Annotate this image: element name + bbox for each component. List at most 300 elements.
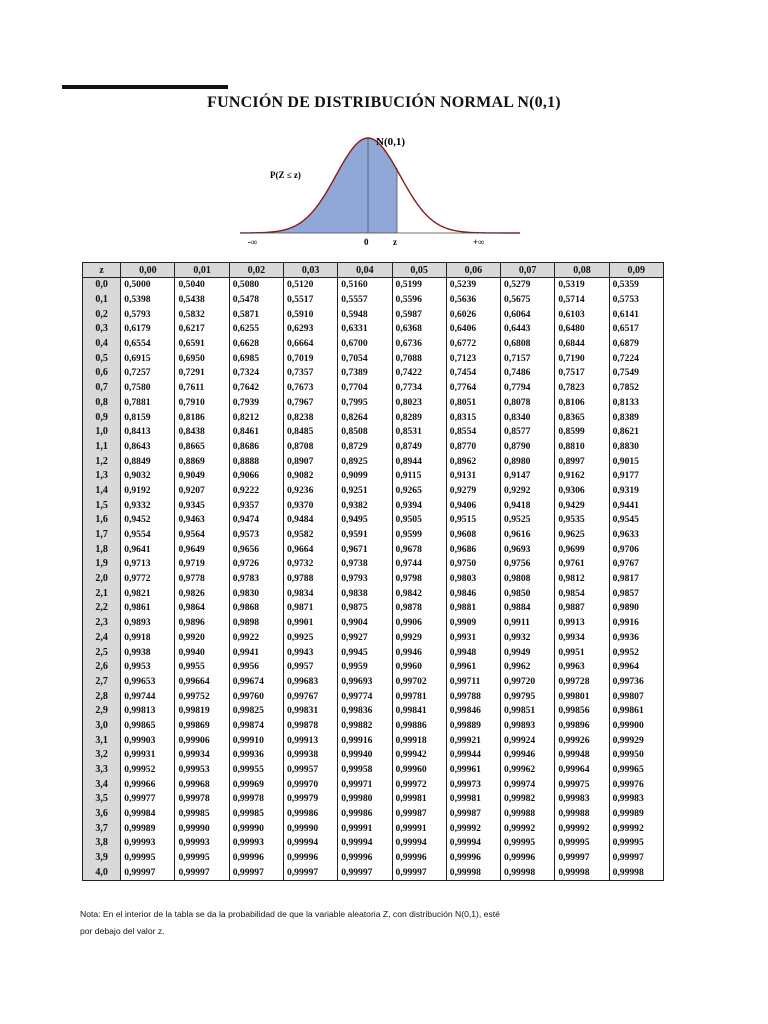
probability-cell: 0,99836 [338,704,392,719]
probability-cell: 0,6217 [175,322,229,337]
probability-cell: 0,99846 [446,704,500,719]
probability-cell: 0,99962 [501,763,555,778]
probability-cell: 0,7580 [121,381,175,396]
probability-cell: 0,99918 [392,733,446,748]
probability-cell: 0,99997 [392,866,446,881]
probability-cell: 0,99969 [229,777,283,792]
probability-cell: 0,9941 [229,645,283,660]
probability-cell: 0,99752 [175,689,229,704]
probability-cell: 0,8577 [501,425,555,440]
probability-cell: 0,99994 [338,836,392,851]
header-col: 0,07 [501,263,555,278]
probability-cell: 0,9573 [229,528,283,543]
probability-cell: 0,5478 [229,293,283,308]
probability-cell: 0,5279 [501,278,555,293]
probability-cell: 0,9868 [229,601,283,616]
probability-cell: 0,99889 [446,719,500,734]
probability-cell: 0,6915 [121,351,175,366]
z-value-cell: 0,5 [83,351,121,366]
probability-cell: 0,99996 [229,851,283,866]
probability-cell: 0,9906 [392,616,446,631]
probability-cell: 0,6554 [121,337,175,352]
table-row [83,572,664,587]
probability-cell: 0,9961 [446,660,500,675]
probability-cell: 0,9279 [446,484,500,499]
probability-cell: 0,9515 [446,513,500,528]
probability-cell: 0,9817 [609,572,663,587]
table-row [83,807,664,822]
probability-cell: 0,9726 [229,557,283,572]
probability-cell: 0,99987 [446,807,500,822]
probability-cell: 0,9927 [338,631,392,646]
probability-cell: 0,99995 [121,851,175,866]
probability-cell: 0,99693 [338,675,392,690]
probability-cell: 0,9222 [229,484,283,499]
probability-cell: 0,99981 [392,792,446,807]
probability-cell: 0,5832 [175,307,229,322]
probability-cell: 0,5000 [121,278,175,293]
probability-cell: 0,8643 [121,440,175,455]
probability-cell: 0,9904 [338,616,392,631]
probability-cell: 0,99767 [283,689,337,704]
probability-cell: 0,9898 [229,616,283,631]
probability-cell: 0,5596 [392,293,446,308]
probability-cell: 0,99861 [609,704,663,719]
probability-cell: 0,9826 [175,586,229,601]
probability-cell: 0,99916 [338,733,392,748]
probability-cell: 0,5793 [121,307,175,322]
probability-cell: 0,9938 [121,645,175,660]
probability-cell: 0,8621 [609,425,663,440]
probability-cell: 0,9911 [501,616,555,631]
z-value-cell: 3,0 [83,719,121,734]
probability-cell: 0,9909 [446,616,500,631]
z-value-cell: 0,0 [83,278,121,293]
probability-cell: 0,99813 [121,704,175,719]
table-row [83,542,664,557]
probability-cell: 0,9821 [121,586,175,601]
probability-cell: 0,9495 [338,513,392,528]
table-row [83,851,664,866]
probability-cell: 0,9671 [338,542,392,557]
probability-cell: 0,9505 [392,513,446,528]
probability-cell: 0,8888 [229,454,283,469]
probability-cell: 0,9066 [229,469,283,484]
probability-cell: 0,6064 [501,307,555,322]
probability-cell: 0,9842 [392,586,446,601]
probability-cell: 0,99952 [121,763,175,778]
probability-cell: 0,99966 [121,777,175,792]
table-row [83,601,664,616]
probability-cell: 0,9664 [283,542,337,557]
probability-cell: 0,99961 [446,763,500,778]
probability-cell: 0,9943 [283,645,337,660]
probability-cell: 0,9641 [121,542,175,557]
probability-cell: 0,99989 [609,807,663,822]
probability-cell: 0,8531 [392,425,446,440]
probability-cell: 0,9394 [392,498,446,513]
z-value-cell: 2,0 [83,572,121,587]
probability-cell: 0,5948 [338,307,392,322]
probability-cell: 0,6443 [501,322,555,337]
probability-cell: 0,9830 [229,586,283,601]
probability-cell: 0,7823 [555,381,609,396]
probability-cell: 0,99841 [392,704,446,719]
probability-cell: 0,9082 [283,469,337,484]
probability-cell: 0,9633 [609,528,663,543]
probability-cell: 0,99795 [501,689,555,704]
probability-cell: 0,6293 [283,322,337,337]
probability-cell: 0,6103 [555,307,609,322]
probability-cell: 0,6406 [446,322,500,337]
z-value-cell: 1,0 [83,425,121,440]
probability-cell: 0,99993 [175,836,229,851]
probability-cell: 0,9793 [338,572,392,587]
table-row [83,792,664,807]
probability-cell: 0,7224 [609,351,663,366]
probability-cell: 0,9545 [609,513,663,528]
probability-cell: 0,99976 [609,777,663,792]
probability-cell: 0,99995 [501,836,555,851]
probability-cell: 0,9893 [121,616,175,631]
probability-cell: 0,99986 [338,807,392,822]
probability-cell: 0,7291 [175,366,229,381]
probability-cell: 0,8962 [446,454,500,469]
probability-cell: 0,8186 [175,410,229,425]
probability-cell: 0,9525 [501,513,555,528]
probability-cell: 0,9964 [609,660,663,675]
probability-cell: 0,5319 [555,278,609,293]
probability-cell: 0,7019 [283,351,337,366]
probability-cell: 0,99831 [283,704,337,719]
probability-cell: 0,9706 [609,542,663,557]
probability-cell: 0,5714 [555,293,609,308]
probability-cell: 0,9761 [555,557,609,572]
probability-cell: 0,5080 [229,278,283,293]
header-col: 0,03 [283,263,337,278]
probability-cell: 0,99996 [501,851,555,866]
probability-cell: 0,99985 [175,807,229,822]
probability-cell: 0,9429 [555,498,609,513]
probability-cell: 0,9732 [283,557,337,572]
probability-cell: 0,8554 [446,425,500,440]
z-value-cell: 3,4 [83,777,121,792]
probability-cell: 0,9929 [392,631,446,646]
table-row [83,645,664,660]
probability-cell: 0,99995 [555,836,609,851]
probability-cell: 0,99910 [229,733,283,748]
probability-cell: 0,8944 [392,454,446,469]
probability-cell: 0,5199 [392,278,446,293]
probability-cell: 0,99929 [609,733,663,748]
probability-cell: 0,99807 [609,689,663,704]
probability-cell: 0,7454 [446,366,500,381]
probability-cell: 0,99882 [338,719,392,734]
probability-cell: 0,99936 [229,748,283,763]
probability-cell: 0,7389 [338,366,392,381]
probability-cell: 0,99994 [392,836,446,851]
probability-cell: 0,99994 [446,836,500,851]
table-row [83,440,664,455]
probability-cell: 0,9896 [175,616,229,631]
probability-cell: 0,9591 [338,528,392,543]
probability-cell: 0,8790 [501,440,555,455]
probability-cell: 0,9871 [283,601,337,616]
probability-cell: 0,99869 [175,719,229,734]
probability-cell: 0,99973 [446,777,500,792]
probability-cell: 0,7642 [229,381,283,396]
probability-cell: 0,9878 [392,601,446,616]
top-rule [62,85,228,89]
probability-cell: 0,99997 [338,866,392,881]
probability-cell: 0,9952 [609,645,663,660]
probability-cell: 0,8749 [392,440,446,455]
table-row [83,454,664,469]
probability-cell: 0,99980 [338,792,392,807]
probability-cell: 0,9535 [555,513,609,528]
probability-cell: 0,99913 [283,733,337,748]
probability-cell: 0,99997 [121,866,175,881]
probability-cell: 0,9719 [175,557,229,572]
probability-cell: 0,9554 [121,528,175,543]
probability-cell: 0,99865 [121,719,175,734]
probability-cell: 0,5398 [121,293,175,308]
probability-cell: 0,7257 [121,366,175,381]
probability-cell: 0,9890 [609,601,663,616]
probability-cell: 0,9441 [609,498,663,513]
table-row [83,866,664,881]
table-row [83,396,664,411]
table-row [83,410,664,425]
probability-cell: 0,9936 [609,631,663,646]
z-value-cell: 1,6 [83,513,121,528]
probability-cell: 0,5160 [338,278,392,293]
z-value-cell: 3,7 [83,821,121,836]
z-value-cell: 3,3 [83,763,121,778]
probability-cell: 0,99964 [555,763,609,778]
probability-cell: 0,6179 [121,322,175,337]
probability-cell: 0,9861 [121,601,175,616]
probability-cell: 0,9115 [392,469,446,484]
probability-cell: 0,7549 [609,366,663,381]
table-note [80,906,670,940]
probability-cell: 0,8665 [175,440,229,455]
probability-cell: 0,6736 [392,337,446,352]
header-z: z [83,263,121,278]
probability-cell: 0,99944 [446,748,500,763]
probability-cell: 0,9357 [229,498,283,513]
normal-curve-svg [230,118,530,258]
probability-cell: 0,6808 [501,337,555,352]
probability-cell: 0,9032 [121,469,175,484]
probability-cell: 0,99774 [338,689,392,704]
probability-cell: 0,99934 [175,748,229,763]
z-value-cell: 2,1 [83,586,121,601]
table-row [83,366,664,381]
probability-cell: 0,9370 [283,498,337,513]
probability-cell: 0,9788 [283,572,337,587]
probability-cell: 0,9838 [338,586,392,601]
probability-cell: 0,99978 [175,792,229,807]
probability-cell: 0,9778 [175,572,229,587]
probability-cell: 0,9251 [338,484,392,499]
probability-cell: 0,99983 [555,792,609,807]
probability-cell: 0,9744 [392,557,446,572]
probability-cell: 0,7324 [229,366,283,381]
probability-cell: 0,5753 [609,293,663,308]
z-value-cell: 2,6 [83,660,121,675]
table-row [83,777,664,792]
probability-cell: 0,7357 [283,366,337,381]
probability-cell: 0,6628 [229,337,283,352]
probability-cell: 0,99998 [446,866,500,881]
probability-cell: 0,9750 [446,557,500,572]
table-row [83,821,664,836]
probability-cell: 0,9864 [175,601,229,616]
probability-cell: 0,9406 [446,498,500,513]
header-col: 0,00 [121,263,175,278]
z-value-cell: 3,5 [83,792,121,807]
probability-cell: 0,99906 [175,733,229,748]
probability-cell: 0,9798 [392,572,446,587]
probability-cell: 0,8238 [283,410,337,425]
table-row [83,513,664,528]
table-row [83,719,664,734]
probability-cell: 0,9678 [392,542,446,557]
probability-cell: 0,99997 [175,866,229,881]
z-value-cell: 2,4 [83,631,121,646]
probability-cell: 0,9484 [283,513,337,528]
probability-cell: 0,99728 [555,675,609,690]
table-header-row [83,263,664,278]
probability-cell: 0,99960 [392,763,446,778]
probability-cell: 0,9948 [446,645,500,660]
probability-cell: 0,9918 [121,631,175,646]
probability-cell: 0,9625 [555,528,609,543]
probability-cell: 0,6141 [609,307,663,322]
shaded-area [240,138,397,233]
note-line-2: por debajo del valor z. [80,926,165,936]
note-line-1: Nota: En el interior de la tabla se da la probabilidad de que la variable aleatoria Z, con distribución N(0,1), esté [80,909,500,919]
table-row [83,528,664,543]
probability-cell: 0,9772 [121,572,175,587]
z-value-cell: 1,1 [83,440,121,455]
probability-cell: 0,99893 [501,719,555,734]
probability-cell: 0,99972 [392,777,446,792]
probability-cell: 0,6368 [392,322,446,337]
table-row [83,660,664,675]
probability-cell: 0,5636 [446,293,500,308]
probability-cell: 0,99998 [609,866,663,881]
probability-cell: 0,99988 [501,807,555,822]
probability-cell: 0,9767 [609,557,663,572]
probability-cell: 0,8599 [555,425,609,440]
probability-cell: 0,6517 [609,322,663,337]
probability-cell: 0,8389 [609,410,663,425]
header-col: 0,05 [392,263,446,278]
probability-cell: 0,8289 [392,410,446,425]
probability-cell: 0,6480 [555,322,609,337]
probability-cell: 0,8508 [338,425,392,440]
table-row [83,498,664,513]
probability-cell: 0,8980 [501,454,555,469]
probability-cell: 0,9649 [175,542,229,557]
probability-cell: 0,99971 [338,777,392,792]
probability-cell: 0,99974 [501,777,555,792]
probability-cell: 0,9940 [175,645,229,660]
probability-cell: 0,99989 [121,821,175,836]
z-value-cell: 2,5 [83,645,121,660]
probability-cell: 0,99942 [392,748,446,763]
probability-cell: 0,99997 [283,866,337,881]
z-value-cell: 2,7 [83,675,121,690]
probability-cell: 0,9959 [338,660,392,675]
probability-cell: 0,9452 [121,513,175,528]
probability-cell: 0,9916 [609,616,663,631]
probability-cell: 0,99984 [121,807,175,822]
probability-cell: 0,9931 [446,631,500,646]
probability-cell: 0,6331 [338,322,392,337]
probability-cell: 0,9049 [175,469,229,484]
probability-cell: 0,5557 [338,293,392,308]
probability-cell: 0,7764 [446,381,500,396]
probability-cell: 0,8770 [446,440,500,455]
probability-cell: 0,99992 [446,821,500,836]
z-value-cell: 3,1 [83,733,121,748]
probability-cell: 0,5120 [283,278,337,293]
z-value-cell: 3,9 [83,851,121,866]
probability-cell: 0,99744 [121,689,175,704]
probability-cell: 0,99992 [609,821,663,836]
probability-cell: 0,99965 [609,763,663,778]
probability-cell: 0,6700 [338,337,392,352]
probability-cell: 0,99674 [229,675,283,690]
table-row [83,586,664,601]
z-value-cell: 2,3 [83,616,121,631]
table-row [83,616,664,631]
probability-cell: 0,7157 [501,351,555,366]
probability-cell: 0,8159 [121,410,175,425]
probability-cell: 0,7967 [283,396,337,411]
probability-cell: 0,8925 [338,454,392,469]
probability-cell: 0,99990 [229,821,283,836]
probability-cell: 0,99711 [446,675,500,690]
z-value-cell: 0,6 [83,366,121,381]
probability-cell: 0,99977 [121,792,175,807]
probability-cell: 0,99957 [283,763,337,778]
probability-cell: 0,99995 [609,836,663,851]
table-row [83,733,664,748]
probability-cell: 0,9834 [283,586,337,601]
probability-cell: 0,7734 [392,381,446,396]
probability-cell: 0,8461 [229,425,283,440]
probability-cell: 0,9131 [446,469,500,484]
probability-cell: 0,99683 [283,675,337,690]
z-value-cell: 2,9 [83,704,121,719]
probability-cell: 0,9960 [392,660,446,675]
probability-cell: 0,7123 [446,351,500,366]
probability-cell: 0,8106 [555,396,609,411]
probability-cell: 0,5910 [283,307,337,322]
probability-cell: 0,9913 [555,616,609,631]
probability-cell: 0,9693 [501,542,555,557]
z-value-cell: 0,3 [83,322,121,337]
probability-cell: 0,7611 [175,381,229,396]
probability-cell: 0,99994 [283,836,337,851]
probability-cell: 0,9418 [501,498,555,513]
z-value-cell: 0,4 [83,337,121,352]
table-row [83,307,664,322]
